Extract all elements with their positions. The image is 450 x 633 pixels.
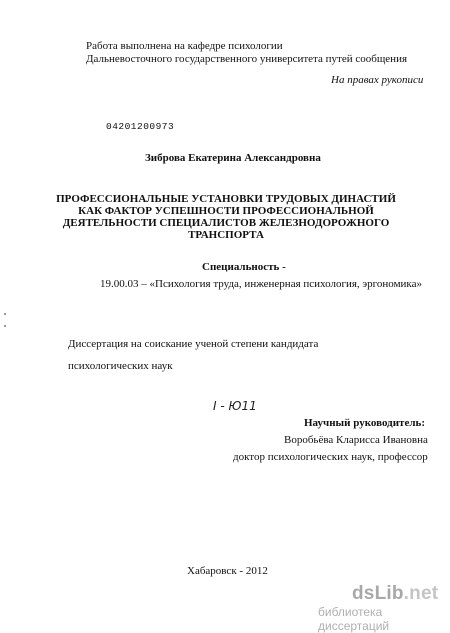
- logo-main-text: dsLib: [352, 583, 404, 604]
- dissertation-degree-line1: Диссертация на соискание ученой степени кандидата: [68, 338, 319, 350]
- supervisor-label: Научный руководитель:: [304, 417, 425, 429]
- author-name: Зиброва Екатерина Александровна: [145, 152, 321, 164]
- city-year: Хабаровск - 2012: [187, 565, 268, 577]
- department-line: Работа выполнена на кафедре психологии: [86, 40, 283, 52]
- manuscript-rights: На правах рукописи: [331, 74, 424, 86]
- supervisor-degree: доктор психологических наук, профессор: [233, 451, 428, 463]
- university-line: Дальневосточного государственного университета путей сообщения: [86, 53, 408, 65]
- dissertation-title: [40, 193, 412, 241]
- dslib-logo: [352, 583, 438, 605]
- title-line: ТРАНСПОРТА: [188, 229, 264, 241]
- specialty-value: 19.00.03 – «Психология труда, инженерная психология, эргономика»: [100, 278, 422, 290]
- logo-tld-text: .net: [403, 583, 439, 604]
- dissertation-degree-line2: психологических наук: [68, 360, 173, 372]
- dslib-subtitle: библиотека диссертаций: [318, 605, 390, 633]
- supervisor-name: Воробьёва Кларисса Ивановна: [284, 434, 428, 446]
- scan-speck: [4, 313, 6, 315]
- specialty-label: Специальность -: [202, 261, 286, 273]
- scan-speck: [4, 325, 6, 327]
- title-line: КАК ФАКТОР УСПЕШНОСТИ ПРОФЕССИОНАЛЬНОЙ: [78, 205, 374, 217]
- handwritten-signature: I - Ю11: [213, 399, 257, 413]
- title-line: ДЕЯТЕЛЬНОСТИ СПЕЦИАЛИСТОВ ЖЕЛЕЗНОДОРОЖНОГО: [62, 217, 390, 229]
- registration-number: 04201200973: [106, 121, 175, 132]
- title-line: ПРОФЕССИОНАЛЬНЫЕ УСТАНОВКИ ТРУДОВЫХ ДИНАСТИЙ: [56, 193, 396, 205]
